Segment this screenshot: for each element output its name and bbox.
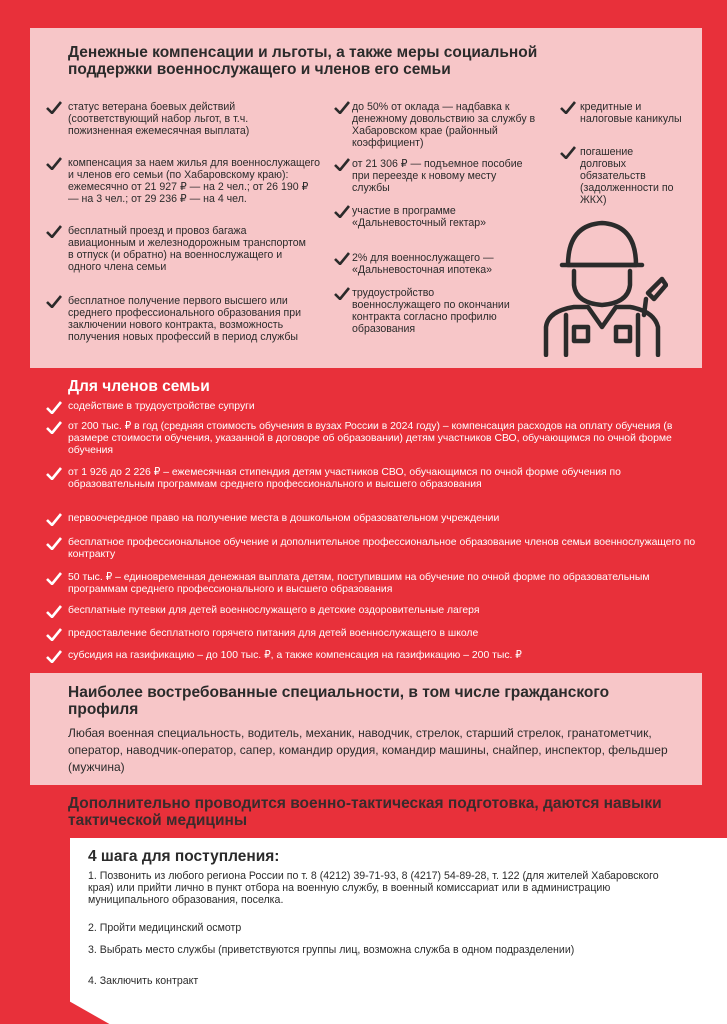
- family-item: 50 тыс. ₽ – единовременная денежная выплата детям, поступившим на обучение по очной форме по образовательным программам среднего профессионального и высшего образования: [68, 572, 650, 595]
- checkmark-icon: [46, 467, 62, 480]
- checkmark-icon: [46, 295, 62, 307]
- benefit-item: компенсация за наем жилья для военнослужащего и членов его семьи (по Хабаровскому краю): ежемесячно от 21 927 ₽ — на 2 чел.; от 26 190 ₽ — на 3 чел.; от 29 236 ₽ — на 4 чел.: [68, 157, 321, 205]
- checkmark-icon: [46, 513, 62, 526]
- checkmark-icon: [334, 158, 350, 170]
- step-item: 1. Позвонить из любого региона России по т. 8 (4212) 39-71-93, 8 (4217) 54-89-28, т. 122 (для жителей Хабаровского края) или прийти лично в пункт отбора на военную службу, в военный комиссариат или в администрацию муниципального образования, поселка.: [88, 870, 659, 906]
- benefit-item: бесплатный проезд и провоз багажа авиационным и железнодорожным транспортом в отпуск (и обратно) на военнослужащего и одного члена семьи: [68, 225, 306, 273]
- benefit-item: от 21 306 ₽ — подъемное пособие при переезде к новому месту службы: [352, 158, 523, 194]
- benefit-item: погашение долговых обязательств (задолженности по ЖКХ): [580, 146, 674, 206]
- benefit-item: трудоустройство военнослужащего по окончании контракта согласно профилю образования: [352, 287, 510, 335]
- family-item: от 1 926 до 2 226 ₽ – ежемесячная стипендия детям участников СВО, обучающимся по очной форме обучения по образовательным программам среднего профессионального и высшего образования: [68, 467, 621, 490]
- benefit-item: до 50% от оклада — надбавка к денежному довольствию за службу в Хабаровском крае (районный коэффициент): [352, 101, 536, 149]
- checkmark-icon: [334, 101, 350, 113]
- steps-title: 4 шага для поступления:: [88, 848, 280, 865]
- family-item: бесплатное профессиональное обучение и дополнительное профессиональное образование членов семьи военнослужащего по контракту: [68, 537, 696, 560]
- checkmark-icon: [46, 650, 62, 663]
- step-item: 2. Пройти медицинский осмотр: [88, 922, 242, 934]
- checkmark-icon: [560, 146, 576, 158]
- family-item: содействие в трудоустройстве супруги: [68, 401, 255, 412]
- family-title: Для членов семьи: [68, 378, 210, 395]
- family-item: предоставление бесплатного горячего питания для детей военнослужащего в школе: [68, 628, 479, 639]
- extra-training-title: Дополнительно проводится военно-тактическая подготовка, даются навыки тактической медицины: [68, 795, 662, 829]
- benefit-item: участие в программе «Дальневосточный гектар»: [352, 205, 487, 229]
- specialties-text: Любая военная специальность, водитель, механик, наводчик, стрелок, старший стрелок, гранатометчик, оператор, наводчик-оператор, сапер, командир орудия, командир машины, снайпер, инспектор, фельдшер (мужчина): [68, 726, 668, 774]
- checkmark-icon: [46, 572, 62, 585]
- checkmark-icon: [46, 605, 62, 618]
- checkmark-icon: [46, 421, 62, 434]
- checkmark-icon: [46, 225, 62, 237]
- family-item: субсидия на газификацию – до 100 тыс. ₽, а также компенсация на газификацию – 200 тыс. ₽: [68, 650, 522, 661]
- checkmark-icon: [46, 628, 62, 641]
- checkmark-icon: [334, 205, 350, 217]
- family-item: от 200 тыс. ₽ в год (средняя стоимость обучения в вузах России в 2024 году) – компенсация расходов на оплату обучения (в размере стоимости обучения, указанной в договоре об образовании) детям участников СВО, обучающимся по очной форме обучения: [68, 421, 673, 456]
- soldier-icon: [536, 215, 668, 357]
- benefit-item: 2% для военнослужащего — «Дальневосточная ипотека»: [352, 252, 494, 276]
- checkmark-icon: [46, 401, 62, 414]
- benefit-item: статус ветерана боевых действий (соответствующий набор льгот, в т.ч. пожизненная ежемесячная выплата): [68, 101, 250, 137]
- family-item: бесплатные путевки для детей военнослужащего в детские оздоровительные лагеря: [68, 605, 480, 616]
- checkmark-icon: [560, 101, 576, 113]
- checkmark-icon: [46, 537, 62, 550]
- specialties-title: Наиболее востребованные специальности, в том числе гражданского профиля: [68, 684, 610, 718]
- checkmark-icon: [46, 157, 62, 169]
- checkmark-icon: [334, 287, 350, 299]
- benefit-item: бесплатное получение первого высшего или среднего профессионального образования при заключении нового контракта, возможность получения новых профессий в период службы: [68, 295, 302, 343]
- family-item: первоочередное право на получение места в дошкольном образовательном учреждении: [68, 513, 500, 524]
- checkmark-icon: [46, 101, 62, 113]
- step-item: 4. Заключить контракт: [88, 975, 199, 987]
- step-item: 3. Выбрать место службы (приветствуются группы лиц, возможна служба в одном подразделении): [88, 944, 575, 956]
- benefits-title: Денежные компенсации и льготы, а также меры социальной поддержки военнослужащего и членов его семьи: [68, 44, 538, 78]
- checkmark-icon: [334, 252, 350, 264]
- benefit-item: кредитные и налоговые каникулы: [580, 101, 682, 125]
